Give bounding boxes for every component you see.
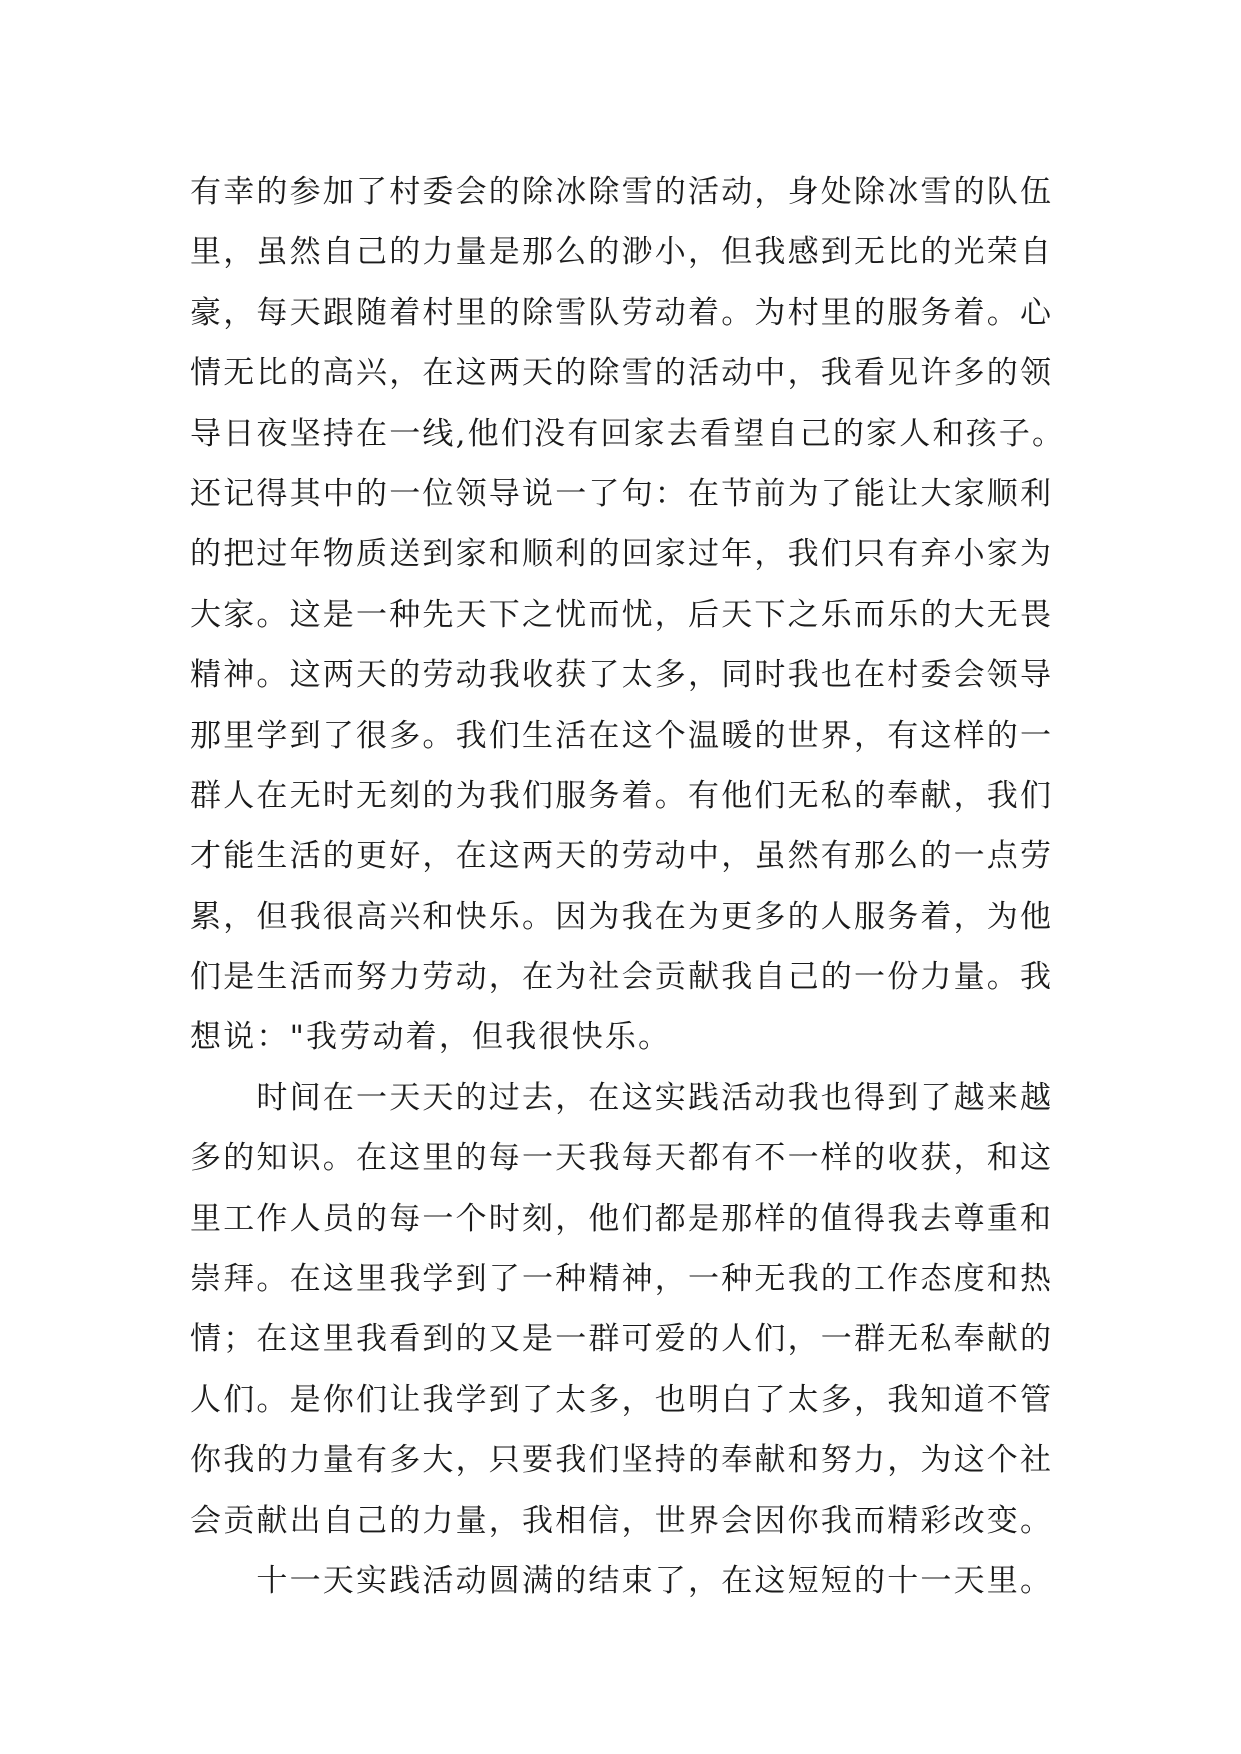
text-line: 那里学到了很多。我们生活在这个温暖的世界，有这样的一 — [190, 717, 1054, 754]
text-line: 群人在无时无刻的为我们服务着。有他们无私的奉献，我们 — [190, 777, 1054, 814]
text-line: 有幸的参加了村委会的除冰除雪的活动，身处除冰雪的队伍 — [190, 174, 1054, 210]
text-line: 你我的力量有多大，只要我们坚持的奉献和努力，为这个社 — [190, 1442, 1054, 1479]
text-line: 时间在一天天的过去，在这实践活动我也得到了越来越 — [190, 1079, 1054, 1116]
text-line: 情无比的高兴，在这两天的除雪的活动中，我看见许多的领 — [190, 355, 1054, 392]
text-line: 多的知识。在这里的每一天我每天都有不一样的收获，和这 — [190, 1140, 1054, 1177]
text-line: 累，但我很高兴和快乐。因为我在为更多的人服务着，为他 — [190, 898, 1054, 935]
text-line: 想说："我劳动着，但我很快乐。 — [190, 1019, 672, 1056]
text-line: 十一天实践活动圆满的结束了，在这短短的十一天里。 — [190, 1562, 1054, 1599]
text-line: 人们。是你们让我学到了太多，也明白了太多，我知道不管 — [190, 1381, 1054, 1418]
text-line: 大家。这是一种先天下之忧而忧，后天下之乐而乐的大无畏 — [190, 596, 1054, 633]
text-line: 里工作人员的每一个时刻，他们都是那样的值得我去尊重和 — [190, 1200, 1054, 1237]
text-line: 的把过年物质送到家和顺利的回家过年，我们只有弃小家为 — [190, 536, 1054, 573]
text-line: 崇拜。在这里我学到了一种精神，一种无我的工作态度和热 — [190, 1261, 1054, 1298]
text-line: 们是生活而努力劳动，在为社会贡献我自己的一份力量。我 — [190, 959, 1054, 996]
text-line: 精神。这两天的劳动我收获了太多，同时我也在村委会领导 — [190, 657, 1054, 694]
text-line: 才能生活的更好，在这两天的劳动中，虽然有那么的一点劳 — [190, 838, 1054, 875]
text-line: 会贡献出自己的力量，我相信，世界会因你我而精彩改变。 — [190, 1502, 1054, 1539]
text-line: 情；在这里我看到的又是一群可爱的人们，一群无私奉献的 — [190, 1321, 1054, 1358]
text-line: 豪，每天跟随着村里的除雪队劳动着。为村里的服务着。心 — [190, 294, 1054, 331]
body-text — [190, 162, 1090, 1611]
text-line: 导日夜坚持在一线,他们没有回家去看望自己的家人和孩子。 — [190, 415, 1066, 452]
text-line: 里，虽然自己的力量是那么的渺小，但我感到无比的光荣自 — [190, 234, 1054, 271]
text-line: 还记得其中的一位领导说一了句：在节前为了能让大家顺利 — [190, 475, 1054, 512]
